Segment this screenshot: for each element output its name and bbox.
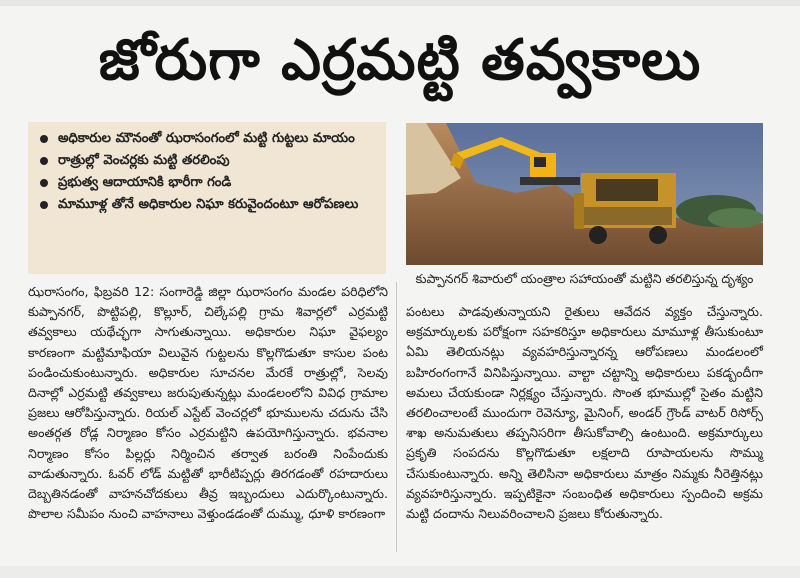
bottom-border bbox=[0, 566, 800, 578]
bullet-icon bbox=[40, 157, 48, 165]
column-divider bbox=[396, 282, 397, 552]
bullet-icon bbox=[40, 135, 48, 143]
article-text-right: పంటలు పాడవుతున్నాయని రైతులు ఆవేదన వ్యక్తం చేస్తున్నారు. అక్రమార్కులకు పరోక్షంగా సహకరిస్తూ అధికారులు మామూళ్ల తీసుకుంటూ ఏమి తెలియనట్లు వ్యవహరిస్తున్నారన్న ఆరోపణలు మండలంలో బహిరంగంగానే వినిపిస్తున్నాయి. వాల్టా చట్టాన్ని అధికారులు పకడ్బందీగా అమలు చేయకుండా నిర్లక్ష్యం చేస్తున్నారు. సొంత భూముల్లో సైతం మట్టిని తరలించాలంటే ముందుగా రెవెన్యూ, మైనింగ్, అండర్ గ్రౌండ్ వాటర్ రిసోర్స్ శాఖ అనుమతులు తప్పనిసరిగా తీసుకోవాల్సి ఉంటుంది. అక్రమార్కులు ప్రకృతి సంపదను కొల్లగొడుతూ లక్షలాది రూపాయలను సొమ్ము చేసుకుంటున్నారు. అన్ని తెలిసినా అధికారులు మాత్రం నిమ్మకు నీరెత్తినట్లు వ్యవహరిస్తున్నారు. ఇప్పటికైనా సంబంధిత అధికారులు స్పందించి అక్రమ మట్టి దందాను నిలువరించాలని ప్రజలు కోరుతున్నారు. bbox=[406, 304, 763, 522]
bullet-icon bbox=[40, 201, 48, 209]
top-border bbox=[0, 0, 800, 6]
highlight-text: రాత్రుల్లో వెంచర్లకు మట్టి తరలింపు bbox=[58, 153, 230, 168]
article-text-left: ఝరాసంగం, ఫిబ్రవరి 12: సంగారెడ్డి జిల్లా ఝరాసంగం మండల పరిధిలోని కుప్పానగర్, పొట్టిపల్లి, కొల్లూర్, చిల్కేపల్లి గ్రామ శివార్లలో ఎర్రమట్టి తవ్వకాలు యథేచ్ఛగా సాగుతున్నాయి. అధికారుల నిఘా వైఫల్యం కారణంగా మట్టిమాఫియా విలువైన గుట్టలను కొల్లగొడుతూ కాసుల పంట పండించుకుంటున్నారు. అధికారుల సూచనల మేరకే రాత్రుల్లో, సెలవు దినాల్లో ఎర్రమట్టి తవ్వకాలు జరుపుతున్నట్లు మండలంలోని వివిధ గ్రామాల ప్రజలు ఆరోపిస్తున్నారు. రియల్ ఎస్టేట్ వెంచర్లలో భూములను చదును చేసి అంతర్గత రోడ్ల నిర్మాణం కోసం ఎర్రమట్టిని ఉపయోగిస్తున్నారు. భవనాల నిర్మాణం కోసం పిల్లర్లు నిర్మించిన తర్వాత బరంతి నింపేందుకు వాడుతున్నారు. ఓవర్ లోడ్ మట్టితో భారీటిప్పర్లు తిరగడంతో రహదారులు దెబ్బతినడంతో వాహనచోదకులు తీవ్ర ఇబ్బందులు ఎదుర్కొంటున్నారు. పొలాల సమీపం నుంచి వాహనాలు వెళ్తుండడంతో దుమ్ము, ధూళి కారణంగా bbox=[28, 284, 388, 522]
highlight-text: మామూళ్ల తోనే అధికారుల నిఘా కరువైందంటూ ఆరోపణలు bbox=[58, 197, 359, 212]
highlight-text: అధికారుల మౌనంతో ఝరాసంగంలో మట్టి గుట్టలు మాయం bbox=[58, 131, 355, 146]
news-photo bbox=[406, 123, 763, 265]
highlights-box bbox=[28, 122, 386, 274]
article-column-left bbox=[28, 282, 388, 524]
highlight-item bbox=[38, 150, 378, 172]
highlight-item bbox=[38, 172, 378, 194]
highlight-item bbox=[38, 194, 378, 216]
article-column-right bbox=[406, 302, 763, 524]
highlight-text: ప్రభుత్వ ఆదాయానికి భారీగా గండి bbox=[58, 175, 232, 190]
bullet-icon bbox=[40, 179, 48, 187]
photo-caption: కుప్పానగర్ శివారులో యంత్రాల సహాయంతో మట్టిని తరలిస్తున్న దృశ్యం bbox=[415, 271, 754, 286]
headline: జోరుగా ఎర్రమట్టి తవ్వకాలు bbox=[98, 27, 702, 93]
excavation-scene-image bbox=[406, 123, 763, 265]
highlight-item bbox=[38, 128, 378, 150]
